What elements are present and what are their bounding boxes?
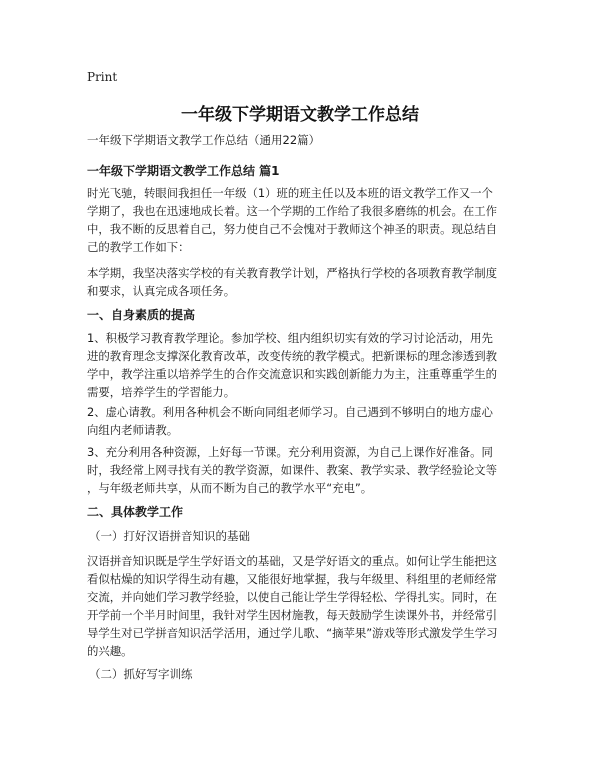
- section-heading-2: 二、具体教学工作: [87, 505, 184, 519]
- text-line: 进的教育理念支撑深化教育改革，改变传统的教学模式。把新课标的理念渗透到教: [87, 349, 498, 363]
- text-line: 交流，并向她们学习教学经验，以使自己能让学生学得轻松、学得扎实。同时，在: [87, 590, 498, 604]
- text-line: 导学生对已学拼音知识活学活用，通过学儿歌、“摘苹果”游戏等形式激发学生学习: [87, 626, 498, 640]
- text-line: 汉语拼音知识既是学生学好语文的基础，又是学好语文的重点。如何让学生能把这: [87, 554, 498, 568]
- text-line: 的兴趣。: [87, 644, 133, 658]
- text-line: 3、充分利用各种资源，上好每一节课。充分利用资源，为自己上课作好准备。同: [87, 445, 493, 459]
- text-line: 本学期，我坚决落实学校的有关教育教学计划，严格执行学校的各项教育教学制度: [87, 266, 498, 280]
- text-line: 学期了，我也在迅速地成长着。这一个学期的工作给了我很多磨练的机会。在工作: [87, 204, 498, 218]
- subsection1-paragraph: [87, 552, 517, 660]
- print-link[interactable]: Print: [87, 70, 118, 84]
- section1-paragraph-2: [87, 403, 517, 439]
- text-line: 2、虚心请教。利用各种机会不断向同组老师学习。自己遇到不够明白的地方虚心: [87, 405, 493, 419]
- document-title: 一年级下学期语文教学工作总结: [181, 105, 419, 125]
- text-line: 开学前一个半月时间里，我针对学生因材施教，每天鼓励学生读课外书，并经常引: [87, 608, 498, 622]
- text-line: 中，我不断的反思着自己，努力使自己不会愧对于教师这个神圣的职责。现总结自: [87, 222, 498, 236]
- section-heading-1: 一、自身素质的提高: [87, 308, 196, 322]
- text-line: 1、积极学习教育教学理论。参加学校、组内组织切实有效的学习讨论活动，用先: [87, 331, 493, 345]
- text-line: 需要，培养学生的学習能力。: [87, 385, 236, 399]
- text-line: ，与年级老师共享，从而不断为自己的教学水平“充电”。: [87, 481, 373, 495]
- intro-paragraph: [87, 184, 517, 256]
- text-line: 学中，教学注重以培养学生的合作交流意识和实践创新能力为主，注重尊重学生的: [87, 367, 498, 381]
- subsection-heading-1: （一）打好汉语拼音知识的基础: [89, 529, 250, 543]
- section1-paragraph-3: [87, 443, 517, 497]
- article-heading: 一年级下学期语文教学工作总结 篇1: [87, 164, 280, 178]
- text-line: 和要求，认真完成各项任务。: [87, 284, 236, 298]
- text-line: 时，我经常上网寻找有关的教学资源，如课件、教案、教学实录、教学经验论文等: [87, 463, 498, 477]
- text-line: 看似枯燥的知识学得生动有趣，又能很好地掌握，我与年级里、科组里的老师经常: [87, 572, 498, 586]
- text-line: 己的教学工作如下：: [87, 240, 190, 254]
- plan-paragraph: [87, 264, 517, 300]
- document-subtitle: 一年级下学期语文教学工作总结（通用22篇）: [87, 133, 321, 147]
- section1-paragraph-1: [87, 329, 517, 401]
- subsection-heading-2: （二）抓好写字训练: [89, 667, 193, 681]
- text-line: 时光飞驰，转眼间我担任一年级（1）班的班主任以及本班的语文教学工作又一个: [87, 186, 493, 200]
- text-line: 向组内老师请教。: [87, 423, 179, 437]
